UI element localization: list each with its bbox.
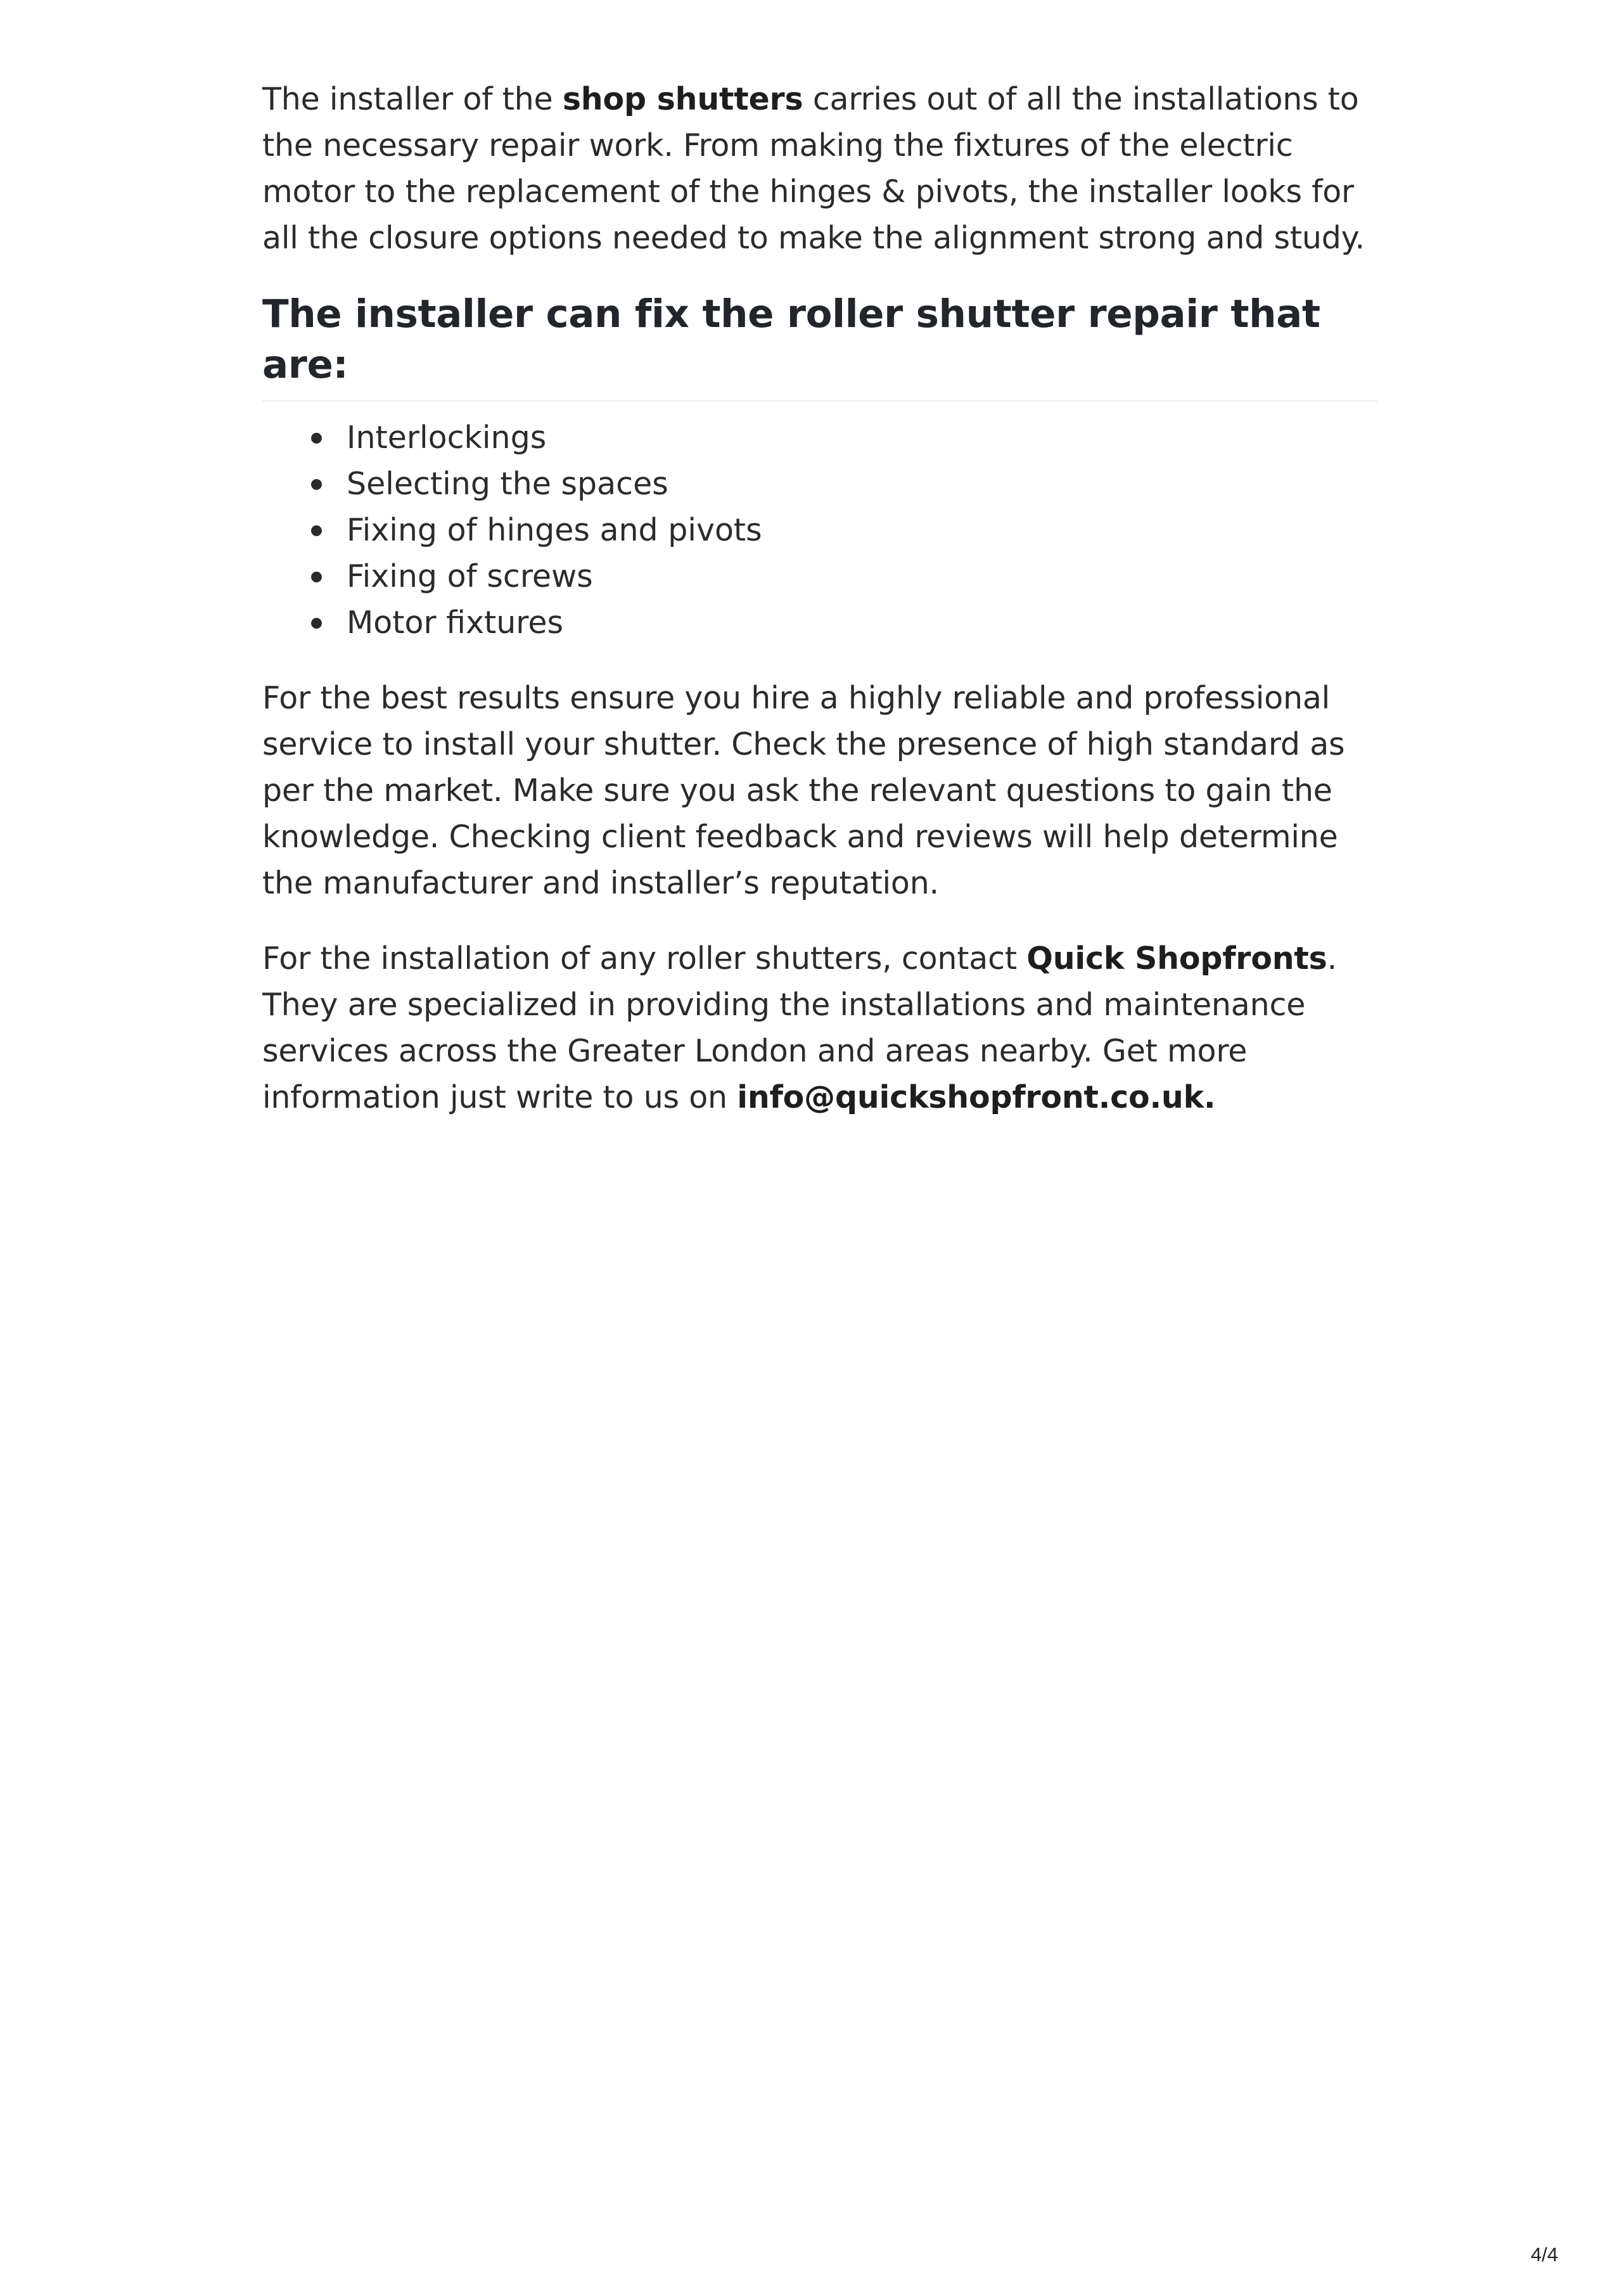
list-item-label: Selecting the spaces <box>347 466 668 502</box>
section-heading: The installer can fix the roller shutter repair that are: <box>262 289 1377 402</box>
bullet-icon <box>311 572 322 582</box>
intro-paragraph <box>262 76 1377 261</box>
page-number: 4/4 <box>1531 2243 1559 2266</box>
contact-paragraph <box>262 935 1377 1120</box>
advice-paragraph: For the best results ensure you hire a highly reliable and professional service to install your shutter. Check the presence of high standard as per the market. Make sure you ask the relevant questions to gain the knowledge. Checking client feedback and reviews will help determine the manufacturer and installer’s reputation. <box>262 680 1345 901</box>
shop-shutters-term: shop shutters <box>562 81 803 117</box>
contact-text-middle: . They are specialized in providing the installations and maintenance services across the Greater London and areas nearby. Get more information just write to us on <box>262 940 1337 1115</box>
repair-list <box>262 414 1377 646</box>
list-item <box>347 461 1377 507</box>
bullet-icon <box>311 433 322 444</box>
list-item <box>347 507 1377 553</box>
list-item-label: Interlockings <box>347 420 547 456</box>
list-item <box>347 414 1377 461</box>
company-name: Quick Shopfronts <box>1026 940 1327 977</box>
intro-text-start: The installer of the <box>262 81 563 117</box>
article-content <box>262 76 1377 1120</box>
list-item <box>347 553 1377 600</box>
intro-text-end: carries out of all the installations to the necessary repair work. From making the fixtures of the electric motor to the replacement of the hinges & pivots, the installer looks for all the closure options needed to make the alignment strong and study. <box>262 81 1365 256</box>
list-item-label: Motor fixtures <box>347 605 564 641</box>
contact-email: info@quickshopfront.co.uk. <box>737 1079 1216 1115</box>
contact-text-start: For the installation of any roller shutters, contact <box>262 940 1027 977</box>
bullet-icon <box>311 618 322 629</box>
bullet-icon <box>311 525 322 536</box>
list-item-label: Fixing of screws <box>347 558 593 594</box>
list-item-label: Fixing of hinges and pivots <box>347 512 762 548</box>
list-item <box>347 600 1377 646</box>
bullet-icon <box>311 479 322 490</box>
